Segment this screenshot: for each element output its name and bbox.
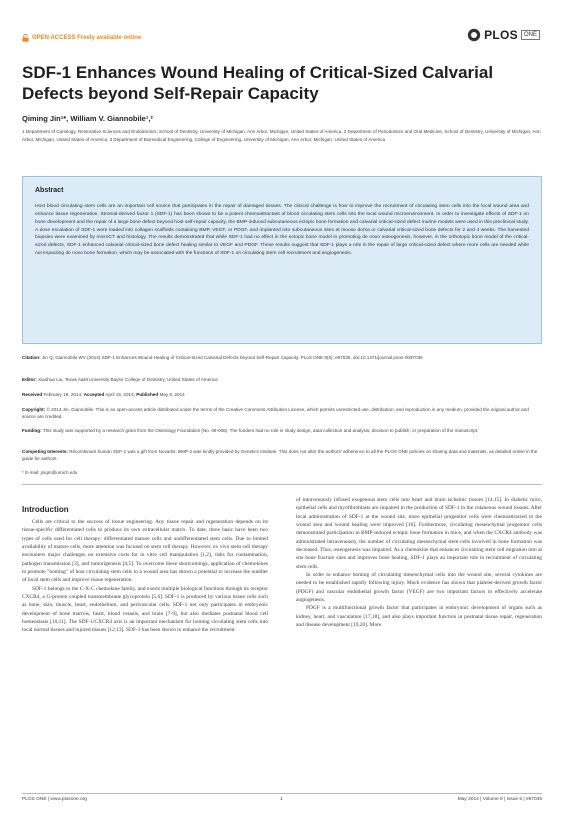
introduction-heading: Introduction xyxy=(22,505,69,514)
plos-logo-icon xyxy=(467,28,481,42)
accepted-label: Accepted xyxy=(83,392,105,397)
article-title: SDF-1 Enhances Wound Healing of Critical-Sized Calvarial Defects beyond Self-Repair Capacity xyxy=(22,63,494,103)
open-access-banner xyxy=(22,34,141,42)
dates-line xyxy=(22,391,542,398)
page-header xyxy=(22,28,540,48)
body-paragraph: Cells are critical to the success of tissue engineering. Any tissue repair and regeneration depends on its tissue-specific differentiated cells to produce its own extracellular matrix. To date, three basic have been two types of cells used for cell therapy: differentiated mature cells and undifferentiated stem cells. Due to limited availability of mature cells, more attention was focused on stem cell therapy. However, ex vivo stem cell therapy encounters major challenges on extensive costs for in vitro cell manipulation [1,2], risks for contamination, pathogen transmission [3], and tumorigenesis [4,5]. To overcome these shortcomings, application of chemokines to promote "homing" of host circulating stem cells to a wound area has shown a potential to increase the number of local stem cells and improve tissue regeneration. xyxy=(22,519,268,584)
body-column-right xyxy=(296,496,542,630)
accepted-date: April 15, 2014; xyxy=(105,392,135,397)
page-footer xyxy=(22,797,542,807)
footer-issue-info: May 2014 | Volume 9 | Issue 5 | e97035 xyxy=(457,797,542,802)
funding-line xyxy=(22,427,542,434)
published-label: Published xyxy=(136,392,159,397)
editor-label: Editor: xyxy=(22,377,37,382)
body-paragraph: In order to enhance homing of circulating mesenchymal cells into the wound site, several cytokines are needed to be established rapidly following injury. Much evidence has shown that platelet-derived growth factor (PDGF) and vascular endothelial growth factor (VEGF) are two important factors to effectively accelerate angiogenesis. xyxy=(296,572,542,604)
editor-line xyxy=(22,376,542,383)
journal-name: PLOS xyxy=(484,28,518,42)
received-label: Received xyxy=(22,392,43,397)
author-affiliations: 1 Department of Cariology, Restorative Sciences and Endodontics, School of Dentistry, University of Michigan, Ann Arbor, Michigan, United States of America, 2 Department of Periodontics and Oral Medicine, School of Dentistry, University of Michigan, Ann Arbor, Michigan, United States of America, 3 Department of Biomedical Engineering, College of Engineering, University of Michigan, Ann Arbor, Michigan, United States of America xyxy=(22,129,541,142)
citation-label: Citation: xyxy=(22,355,41,360)
body-paragraph: SDF-1 belongs to the C-X-C chemokine family, and exerts multiple biological functions through its receptor CXCR4, a G-protein coupled transmembrane glycoprotein [5,6]. SDF-1 is produced by various tissue cells such as bone, skin, muscle, heart, endothelium, and perivascular cells. SDF-1 not only participates in embryonic development of bone marrow, heart, blood vessels, and brain [7-9], but also mediates postnatal blood cell homeostasis [10,11]. The SDF-1/CXCR4 axis is an important mechanism for homing circulating stem cells into local normal tissues and injured tissues [12,13]. SDF-1 has been shown to enhance the recruitment xyxy=(22,585,268,634)
competing-interests-line xyxy=(22,448,542,462)
received-date: February 18, 2014; xyxy=(43,392,83,397)
body-paragraph: of intravenously infused exogenous stem cells into heart and brain ischemic tissues [14,15]. In diabetic mice, epithelial cells and myofibroblasts are impaired in the production of SDF-1 in the cutaneous wound tissues. After local administration of SDF-1 at the wound site, more epithelial progenitor cells were chemoattracted to the wound area and wound healing were improved [16]. Furthermore, circulating mesenchymal progenitor cells demonstrated participation in BMP-induced ectopic bone formation in mice, and when the CXCR4 antibody was administrated intravenously, the number of circulating mesenchymal stem cells involved in bone formation was decreased. Thus, osteogenesis was impaired. As a chemokine that enhances circulating stem cell migration into at site bone fracture sites and improves bone healing, SDF-1 plays an important role in recruitment of circulating stem cells. xyxy=(296,497,542,570)
footer-divider xyxy=(22,793,542,794)
body-paragraph: PDGF is a multifunctional growth factor that participates in embryonic development of organs such as kidney, heart, and vasculature [17,18], and also plays important function in postnatal tissue repair, regeneration and disease development [19,20]. More xyxy=(296,605,542,629)
author-list: Qiming Jin¹*, William V. Giannobile¹,² xyxy=(22,114,153,123)
competing-interests-text: Recombinant human SDF-1 was a gift from Novartis; BMP-2 was kindly provided by Genetics Institute. This does not alter the authors' adherence to all the PLOS ONE policies on sharing data and materials, as detailed online in the guide for authors. xyxy=(22,449,538,462)
editor-text: Xiaohua Liu, Texas A&M University Baylor College of Dentistry, United States of America xyxy=(38,377,218,382)
competing-interests-label: Competing Interests: xyxy=(22,449,68,454)
open-access-text: OPEN ACCESS Freely available online xyxy=(32,35,142,41)
body-column-left xyxy=(22,518,268,635)
citation-text: Jin Q, Giannobile WV (2014) SDF-1 Enhances Wound Healing of Critical-Sized Calvarial Defects beyond Self-Repair Capacity. PLoS ONE 9(5): e97035. doi:10.1371/journal.pone.0097035 xyxy=(41,355,423,360)
copyright-text: © 2014 Jin, Giannobile. This is an open-access article distributed under the terms of the Creative Commons Attribution License, which permits unrestricted use, distribution, and reproduction in any medium, provided the original author and source are credited. xyxy=(22,407,529,420)
abstract-box xyxy=(22,176,542,344)
funding-text: This study was supported by a research grant from the Osteology Foundation (No. 09-008). The funders had no role in study design, data collection and analysis, decision to publish, or preparation of the manuscript. xyxy=(42,428,479,433)
page-number: 1 xyxy=(280,797,283,802)
footer-journal-site: PLOS ONE | www.plosone.org xyxy=(22,797,87,802)
open-access-lock-icon xyxy=(22,34,29,42)
abstract-heading: Abstract xyxy=(35,187,64,194)
copyright-line xyxy=(22,406,542,420)
abstract-text: Host blood circulating stem cells are an important cell source that participates in the repair of damaged tissues. The clinical challenge is how to improve the recruitment of circulating stem cells into the local wound area and enhance tissue regeneration. Stromal-derived factor 1 (SDF-1) has been shown to be a potent chemoattractant of blood circulating stem cells into the local wound microenvironment. In order to investigate effects of SDF-1 on bone development and the repair of a large bone defect beyond host self-repair capacity, the BMP-induced subcutaneous ectopic bone formation and calvarial critical-sized defect murine models were used in this preclinical study. A dose escalation of SDF-1 were loaded into collagen scaffolds containing BMP, VEGF, or PDGF, and implanted into subcutaneous sites at mouse dorsa or calvarial critical-sized bone defects for 2 and 4 weeks. The harvested biopsies were examined by microCT and histology. The results demonstrated that while SDF-1 had no effect in the ectopic bone model in promoting de novo osteogenesis, however, in the orthotopic bone model of the critical-sized defects, SDF-1 enhanced calvarial critical-sized bone defect healing similar to VEGF and PDGF. These results suggest that SDF-1 plays a role in the repair of large critical-sized defect where more cells are needed while not impacting de novo bone formation, which may be associated with the functions of SDF-1 on circulating stem cell recruitment and angiogenesis. xyxy=(35,204,529,257)
corresponding-email: * E-mail: jinqm@umich.edu xyxy=(22,470,78,475)
journal-logo xyxy=(467,28,540,42)
funding-label: Funding: xyxy=(22,428,42,433)
journal-subname: ONE xyxy=(521,30,540,40)
copyright-label: Copyright: xyxy=(22,407,46,412)
section-divider xyxy=(22,484,542,485)
published-date: May 9, 2014 xyxy=(159,392,185,397)
citation-line xyxy=(22,354,542,361)
